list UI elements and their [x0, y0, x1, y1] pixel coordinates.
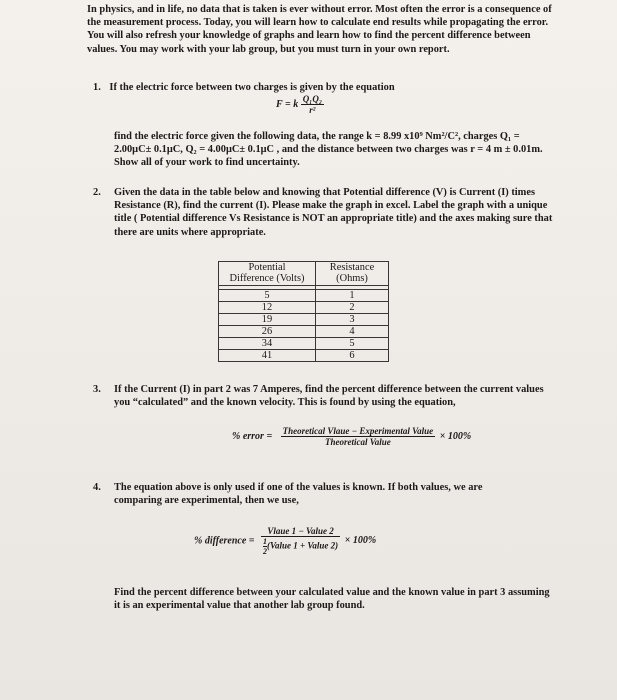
cell-resistance: 1 [316, 290, 389, 302]
question-2-text: Given the data in the table below and knowing that Potential difference (V) is Current (I) times Resistance (R), find the current (I). Please make the graph in excel. Label the graph with a unique title ( Potential difference Vs Resistance is NOT an appropriate title) and the axes making sure that there are units where appropriate. [114, 187, 553, 238]
percent-difference-denominator: (Value 1 + Value 2) [267, 540, 339, 551]
cell-resistance: 5 [316, 338, 389, 350]
table-row [219, 290, 389, 302]
den-coef-den: 2 [263, 547, 267, 556]
cell-voltage: 26 [219, 326, 316, 338]
cell-resistance: 3 [316, 314, 389, 326]
table-row [219, 338, 389, 350]
header-potential-difference: Potential Difference (Volts) [219, 262, 316, 286]
table-row [219, 350, 389, 362]
percent-difference-equation [194, 526, 376, 556]
question-3 [93, 383, 544, 409]
question-1-text: If the electric force between two charges is given by the equation [109, 82, 395, 93]
percent-difference-rhs: × 100% [344, 535, 377, 547]
percent-error-lhs: % error = [232, 430, 273, 442]
coulomb-equation-numerator: Q₁Q₂ [302, 94, 322, 104]
cell-resistance: 4 [316, 326, 389, 338]
question-1-paragraph: find the electric force given the following data, the range k = 8.99 x10⁹ Nm²/C², charges Q₁ = 2.00μC± 0.1μC, Q₂ = 4.00μC± 0.1μC , and the distance between two charges was r = 4 m ± 0.01m. Show all of your work to find uncertainty. [114, 131, 543, 169]
cell-voltage: 41 [219, 350, 316, 362]
table-header-row [219, 262, 389, 286]
coulomb-equation-denominator: r² [309, 105, 316, 115]
question-1 [93, 81, 395, 94]
percent-error-equation [232, 426, 471, 447]
question-4-paragraph: Find the percent difference between your calculated value and the known value in part 3 assuming it is an experimental value that another lab group found. [114, 587, 550, 612]
intro-paragraph: In physics, and in life, no data that is taken is ever without error. Most often the error is a consequence of the measurement process. Today, you will learn how to calculate end results while propagating the error. You will also refresh your knowledge of graphs and learn how to find the percent difference between values. You may work with your lab group, but you must turn in your own report. [87, 4, 552, 55]
coulomb-equation [276, 94, 324, 115]
question-4-text: The equation above is only used if one of the values is known. If both values, we are comparing are experimental, then we use, [114, 482, 483, 507]
data-table [218, 261, 389, 362]
cell-voltage: 34 [219, 338, 316, 350]
cell-voltage: 19 [219, 314, 316, 326]
table-row [219, 302, 389, 314]
cell-resistance: 6 [316, 350, 389, 362]
den-coef-num: 1 [263, 537, 267, 546]
question-4-number: 4. [93, 482, 101, 493]
percent-difference-numerator: Vlaue 1 − Value 2 [261, 526, 340, 537]
question-3-number: 3. [93, 384, 101, 395]
table-row [219, 326, 389, 338]
question-1-number: 1. [93, 82, 101, 93]
question-2-number: 2. [93, 187, 101, 198]
question-3-text: If the Current (I) in part 2 was 7 Amperes, find the percent difference between the current values you “calculated” and the known velocity. This is found by using the equation, [114, 384, 544, 409]
percent-error-rhs: × 100% [439, 430, 472, 442]
cell-voltage: 5 [219, 290, 316, 302]
percent-error-numerator: Theoretical Vlaue − Experimental Value [282, 426, 434, 436]
cell-voltage: 12 [219, 302, 316, 314]
header-resistance: Resistance (Ohms) [316, 262, 389, 286]
percent-difference-lhs: % difference = [194, 535, 255, 547]
cell-resistance: 2 [316, 302, 389, 314]
question-2 [93, 186, 559, 239]
percent-error-denominator: Theoretical Value [325, 437, 391, 447]
coulomb-equation-lhs: F = k [276, 98, 299, 110]
table-row [219, 314, 389, 326]
question-4 [93, 481, 514, 507]
